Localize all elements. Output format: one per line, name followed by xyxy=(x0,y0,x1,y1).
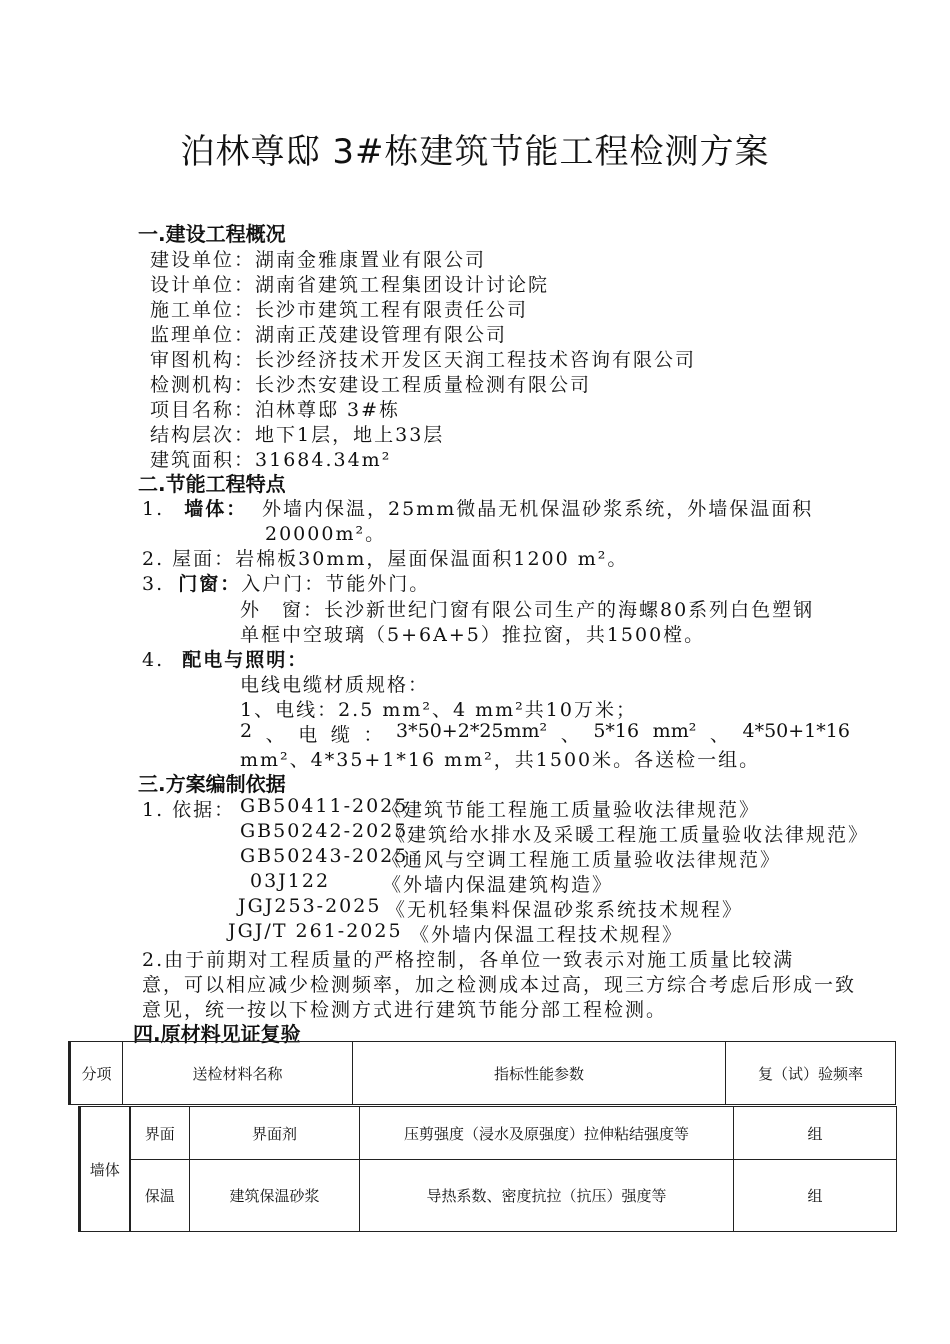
standard-code: JGJ/T 261-2025 xyxy=(228,920,403,942)
cable-spec-2: mm²、4*35+1*16 mm²，共1500米。各送检一组。 xyxy=(240,749,761,771)
sub-item-cell: 保温 xyxy=(130,1160,190,1232)
door-label: 门窗： xyxy=(178,573,242,595)
electrical-item xyxy=(142,645,308,672)
standard-name: 《通风与空调工程施工质量验收法律规范》 xyxy=(382,849,782,871)
door-text: 入户门：节能外门。 xyxy=(241,573,431,595)
standard-name: 《外墙内保温工程技术规程》 xyxy=(410,924,684,946)
section-1-heading: 一.建设工程概况 xyxy=(138,222,286,246)
cable-spec-part: 电 xyxy=(298,724,318,746)
materials-table xyxy=(78,1106,897,1232)
info-value: 长沙杰安建设工程质量检测有限公司 xyxy=(255,374,592,396)
info-value: 长沙市建筑工程有限责任公司 xyxy=(255,299,529,321)
cable-spec-title: 电线电缆材质规格： xyxy=(240,674,430,696)
project-info-row xyxy=(150,270,549,297)
standard-name: 《外墙内保温建筑构造》 xyxy=(382,874,614,896)
material-cell: 建筑保温砂浆 xyxy=(190,1160,360,1232)
info-label: 检测机构： xyxy=(150,374,256,396)
roof-item: 2. 屋面：岩棉板30mm，屋面保温面积1200 m²。 xyxy=(142,548,629,570)
frequency-cell: 组 xyxy=(734,1107,897,1160)
info-label: 监理单位： xyxy=(150,324,256,346)
header-cell: 送检材料名称 xyxy=(123,1042,353,1105)
header-cell: 指标性能参数 xyxy=(353,1042,726,1105)
info-label: 建筑面积： xyxy=(150,449,256,471)
basis-paragraph-line: 意见，统一按以下检测方式进行建筑节能分部工程检测。 xyxy=(142,999,668,1021)
cable-spec-part: 、 xyxy=(709,724,729,746)
standard-code: 03J122 xyxy=(250,870,331,892)
basis-prefix: 1. 依据： xyxy=(142,799,236,821)
window-text-2: 单框中空玻璃（5+6A+5）推拉窗，共1500樘。 xyxy=(240,624,706,646)
info-label: 施工单位： xyxy=(150,299,256,321)
standard-code: GB50242-2025 xyxy=(240,820,409,842)
project-info-row xyxy=(150,320,507,347)
door-item xyxy=(142,569,430,596)
wall-label: 墙体： xyxy=(184,498,248,520)
cable-spec-part: 、 xyxy=(265,724,285,746)
basis-paragraph-line: 2.由于前期对工程质量的严格控制，各单位一致表示对施工质量比较满 xyxy=(142,949,795,971)
info-label: 审图机构： xyxy=(150,349,256,371)
frequency-cell: 组 xyxy=(734,1160,897,1232)
standard-name: 《建筑节能工程施工质量验收法律规范》 xyxy=(382,799,761,821)
item-number: 4. xyxy=(142,649,165,671)
project-info-row xyxy=(150,420,444,447)
wall-text: 外墙内保温，25mm微晶无机保温砂浆系统，外墙保温面积 xyxy=(262,498,814,520)
project-info-row xyxy=(150,395,400,422)
info-value: 泊林尊邸 3#栋 xyxy=(255,399,401,421)
header-table xyxy=(68,1041,896,1105)
cable-spec-part: 2 xyxy=(240,720,253,742)
cable-spec xyxy=(240,720,850,747)
header-cell: 复（试）验频率 xyxy=(726,1042,896,1105)
info-value: 31684.34m² xyxy=(255,449,392,471)
standard-name: 《无机轻集料保温砂浆系统技术规程》 xyxy=(386,899,744,921)
info-value: 长沙经济技术开发区天润工程技术咨询有限公司 xyxy=(255,349,697,371)
material-cell: 界面剂 xyxy=(190,1107,360,1160)
table-row xyxy=(80,1107,897,1160)
wall-text-2: 20000m²。 xyxy=(265,523,387,545)
info-label: 建设单位： xyxy=(150,249,256,271)
section-4-heading: 四.原材料见证复验 xyxy=(133,1022,301,1046)
document-title: 泊林尊邸 3#栋建筑节能工程检测方案 xyxy=(180,132,770,172)
item-number: 3. xyxy=(142,573,165,595)
table-row xyxy=(80,1160,897,1232)
cable-spec-part: 缆 xyxy=(330,724,350,746)
project-info-row xyxy=(150,345,696,372)
cable-spec-part: 4*50+1*16 xyxy=(742,720,850,742)
project-info-row xyxy=(150,295,528,322)
info-label: 结构层次： xyxy=(150,424,256,446)
category-cell: 墙体 xyxy=(80,1107,130,1232)
params-cell: 导热系数、密度抗拉（抗压）强度等 xyxy=(360,1160,734,1232)
window-text: 外 窗：长沙新世纪门窗有限公司生产的海螺80系列白色塑钢 xyxy=(240,599,815,621)
standard-name: 《建筑给水排水及采暖工程施工质量验收法律规范》 xyxy=(386,824,870,846)
standard-code: JGJ253-2025 xyxy=(238,895,382,917)
info-label: 项目名称： xyxy=(150,399,256,421)
info-value: 湖南正茂建设管理有限公司 xyxy=(255,324,508,346)
info-label: 设计单位： xyxy=(150,274,256,296)
wire-spec: 1、电线：2.5 mm²、4 mm²共10万米； xyxy=(240,699,637,721)
header-cell: 分项 xyxy=(70,1042,123,1105)
cable-spec-part: mm² xyxy=(652,720,697,742)
info-value: 地下1层，地上33层 xyxy=(255,424,445,446)
cable-spec-part: 3*50+2*25mm² xyxy=(396,720,548,742)
cable-spec-part: ： xyxy=(363,724,383,746)
section-3-heading: 三.方案编制依据 xyxy=(138,772,286,796)
basis-paragraph-line: 意，可以相应减少检测频率，加之检测成本过高，现三方综合考虑后形成一致 xyxy=(142,974,857,996)
params-cell: 压剪强度（浸水及原强度）拉伸粘结强度等 xyxy=(360,1107,734,1160)
standard-code: GB50411-2025 xyxy=(240,795,409,817)
electrical-label: 配电与照明： xyxy=(182,649,309,671)
standard-code: GB50243-2025 xyxy=(240,845,409,867)
item-number: 1. xyxy=(142,498,165,520)
cable-spec-part: 5*16 xyxy=(593,720,640,742)
section-2-heading: 二.节能工程特点 xyxy=(138,472,286,496)
project-info-row xyxy=(150,245,486,272)
project-info-row xyxy=(150,370,591,397)
info-value: 湖南金雅康置业有限公司 xyxy=(255,249,487,271)
sub-item-cell: 界面 xyxy=(130,1107,190,1160)
wall-item xyxy=(142,494,247,521)
cable-spec-part: 、 xyxy=(560,724,580,746)
info-value: 湖南省建筑工程集团设计讨论院 xyxy=(255,274,550,296)
